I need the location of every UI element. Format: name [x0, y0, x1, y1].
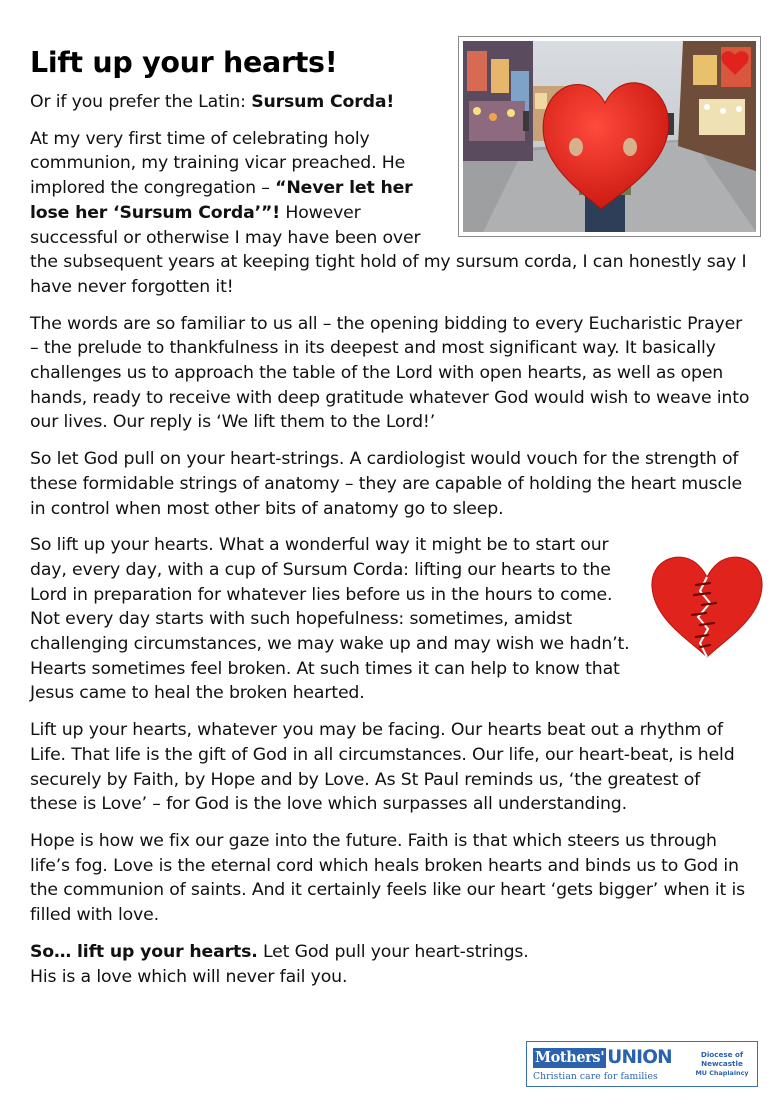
stitched-broken-heart-icon [648, 547, 766, 665]
paragraph-1-quote: “Never let her lose her ‘Sursum Corda’”! [30, 178, 413, 223]
heart-photo-illustration [463, 41, 756, 232]
paragraph-4: So lift up your hearts. What a wonderful way it might be to start our day, every day, with a cup of Sursum Corda: lifting our hearts to the Lord in preparation for whatever lies before us in the hours to come. Not every day starts with such hopefulness: sometimes, amidst challenging circumstances, we may wake up and may wish we hadn’t. Hearts sometimes feel broken. At such times it can help to know that Jesus came to heal the broken hearted. [30, 535, 630, 704]
diocese-label [687, 1050, 757, 1079]
paragraph-2: The words are so familiar to us all – the opening bidding to every Eucharistic Prayer – the prelude to thankfulness in its deepest and most significant way. It basically challenges us to approach the table of the Lord with open hearts, as well as open hands, ready to receive with deep gratitude whatever God would wish to weave into our lives. Our reply is ‘We lift them to the Lord!’ [30, 313, 750, 433]
mothers-union-logo [526, 1041, 758, 1087]
diocese-line-2: Newcastle [701, 1059, 743, 1069]
diocese-line-3: MU Chaplaincy [695, 1068, 749, 1077]
paragraph-3: So let God pull on your heart-strings. A cardiologist would vouch for the strength of these formidable strings of anatomy – they are capable of holding the heart muscle in control when most other bits of anatomy go to sleep. [30, 449, 743, 519]
logo-mothers: Mothers' [535, 1049, 605, 1066]
closing-bold: So… lift up your hearts. [30, 941, 258, 962]
logo-tagline: Christian care for families [533, 1071, 658, 1082]
paragraph-1-text-a: At my very first time of celebrating holy communion, my training vicar preached. He implored the congregation – [30, 128, 406, 199]
paragraph-6: Hope is how we fix our gaze into the future. Faith is that which steers us through life’s fog. Love is the eternal cord which heals broken hearts and binds us to God in the communion of saints. And it certainly feels like our heart ‘gets bigger’ when it is filled with love. [30, 830, 745, 926]
logo-wordmark [527, 1046, 687, 1082]
page-title: Lift up your hearts! [30, 46, 338, 79]
closing [30, 940, 752, 989]
intro-text: Or if you prefer the Latin: [30, 92, 252, 112]
closing-line-2: His is a love which will never fail you. [30, 966, 348, 987]
intro-bold: Sursum Corda! [251, 92, 395, 112]
person-holding-heart-photo [458, 36, 761, 237]
diocese-line-1: Diocese of [700, 1049, 744, 1059]
article [30, 40, 752, 1001]
closing-line-1: Let God pull your heart-strings. [257, 941, 529, 962]
logo-union: UNION [607, 1047, 672, 1068]
paragraph-1-text-b: However successful or otherwise I may have been over the subsequent years at keeping tight hold of my sursum corda, I can honestly say I have never forgotten it! [30, 202, 747, 297]
paragraph-5: Lift up your hearts, whatever you may be facing. Our hearts beat out a rhythm of Life. That life is the gift of God in all circumstances. Our life, our heart-beat, is held securely by Faith, by Hope and by Love. As St Paul reminds us, ‘the greatest of these is Love’ – for God is the love which surpasses all understanding. [30, 720, 735, 815]
